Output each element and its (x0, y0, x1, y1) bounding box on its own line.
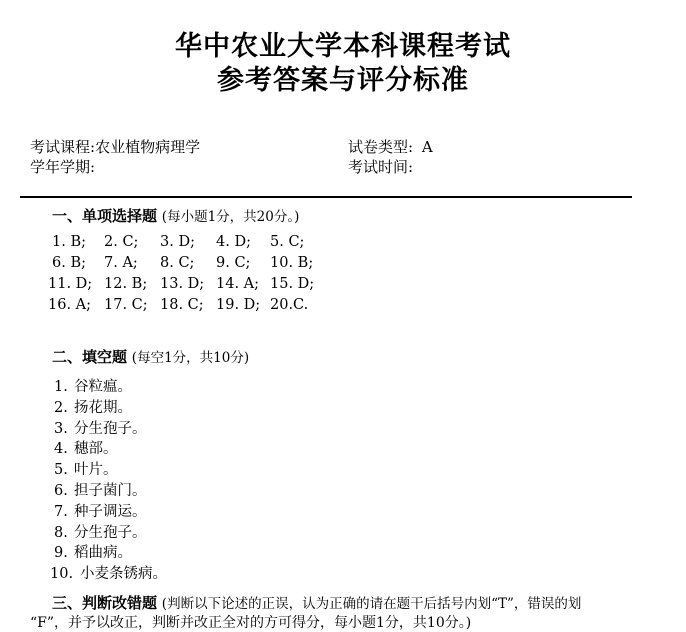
paper-type-field (348, 136, 433, 157)
choice-answer: 16. A; (48, 297, 92, 313)
fill-answer-item (54, 437, 118, 458)
choice-answer: 14. A; (216, 276, 260, 292)
section-3-note-line2: “F”，并予以改正，判断并改正全对的方可得分，每小题1分，共10分。) (30, 615, 472, 631)
fill-answer-item (54, 396, 132, 417)
section-3-title: 三、判断改错题 (52, 594, 158, 612)
fill-answer-number: 9. (54, 545, 68, 562)
exam-time-label: 考试时间: (348, 158, 414, 176)
choice-answer: 17. C; (104, 297, 148, 313)
section-2-title: 二、填空题 (52, 348, 128, 366)
course-label: 考试课程: (30, 138, 96, 156)
fill-answer-item (54, 458, 118, 479)
fill-answer-number: 7. (54, 503, 68, 520)
choice-answer: 11. D; (48, 276, 93, 292)
fill-answer-text: 分生孢子。 (74, 420, 147, 437)
fill-answer-number: 8. (54, 524, 68, 541)
fill-answer-number: 10. (50, 566, 74, 583)
choice-answer: 7. A; (104, 255, 138, 271)
paper-type-value: A (421, 138, 433, 156)
fill-answer-text: 扬花期。 (74, 399, 132, 416)
exam-time-field (348, 156, 413, 177)
term-field (30, 156, 95, 177)
choice-answer: 18. C; (160, 297, 204, 313)
fill-answer-text: 担子菌门。 (74, 483, 147, 499)
fill-answer-item (54, 500, 147, 521)
fill-answer-item (54, 375, 132, 396)
choice-answer: 4. D; (216, 234, 251, 250)
choice-answer: 15. D; (270, 276, 315, 292)
fill-answer-item (54, 521, 147, 542)
fill-answer-item (54, 541, 132, 562)
fill-answer-number: 1. (54, 379, 68, 395)
choice-answer: 10. B; (270, 255, 314, 271)
section-3-note-line1: (判断以下论述的正误，认为正确的请在题干后括号内划“T”，错误的划 (161, 596, 582, 612)
choice-answer: 2. C; (104, 234, 139, 250)
course-value: 农业植物病理学 (95, 138, 201, 156)
fill-answer-text: 分生孢子。 (74, 524, 147, 541)
choice-answer: 19. D; (216, 297, 261, 313)
choice-answer: 8. C; (160, 255, 195, 271)
fill-answer-text: 谷粒瘟。 (74, 379, 132, 395)
choice-answer: 3. D; (160, 234, 195, 250)
course-field (30, 136, 200, 157)
choice-answer: 20.C. (270, 297, 309, 313)
document-title: 华中农业大学本科课程考试 (175, 31, 511, 62)
choice-answer: 9. C; (216, 255, 251, 271)
choice-answer: 12. B; (104, 276, 148, 292)
choice-answer: 1. B; (52, 234, 86, 250)
fill-answer-item (54, 479, 147, 500)
fill-answer-number: 6. (54, 483, 68, 499)
document-subtitle: 参考答案与评分标准 (217, 65, 469, 96)
fill-answer-item (54, 417, 147, 438)
section-2-note: (每空1分，共10分) (131, 350, 250, 366)
section-2-heading (52, 346, 249, 367)
term-label: 学年学期: (30, 158, 96, 176)
fill-answer-text: 小麦条锈病。 (80, 566, 167, 583)
section-1-title: 一、单项选择题 (52, 207, 158, 225)
fill-answer-item (50, 562, 167, 583)
fill-answer-number: 4. (54, 441, 68, 458)
fill-answer-text: 种子调运。 (74, 503, 147, 520)
section-1-note: (每小题1分，共20分。) (161, 209, 300, 225)
choice-answer: 5. C; (270, 234, 305, 250)
fill-answer-number: 2. (54, 399, 68, 416)
header-divider (20, 196, 632, 198)
fill-answer-number: 3. (54, 420, 68, 437)
section-1-heading (52, 205, 299, 226)
fill-answer-number: 5. (54, 462, 68, 479)
choice-answer: 13. D; (160, 276, 205, 292)
section-3-heading (52, 592, 581, 613)
fill-answer-text: 叶片。 (74, 462, 118, 479)
fill-answer-text: 稻曲病。 (74, 545, 132, 562)
paper-type-label: 试卷类型: (348, 138, 414, 156)
fill-answer-text: 穗部。 (74, 441, 118, 458)
choice-answer: 6. B; (52, 255, 86, 271)
